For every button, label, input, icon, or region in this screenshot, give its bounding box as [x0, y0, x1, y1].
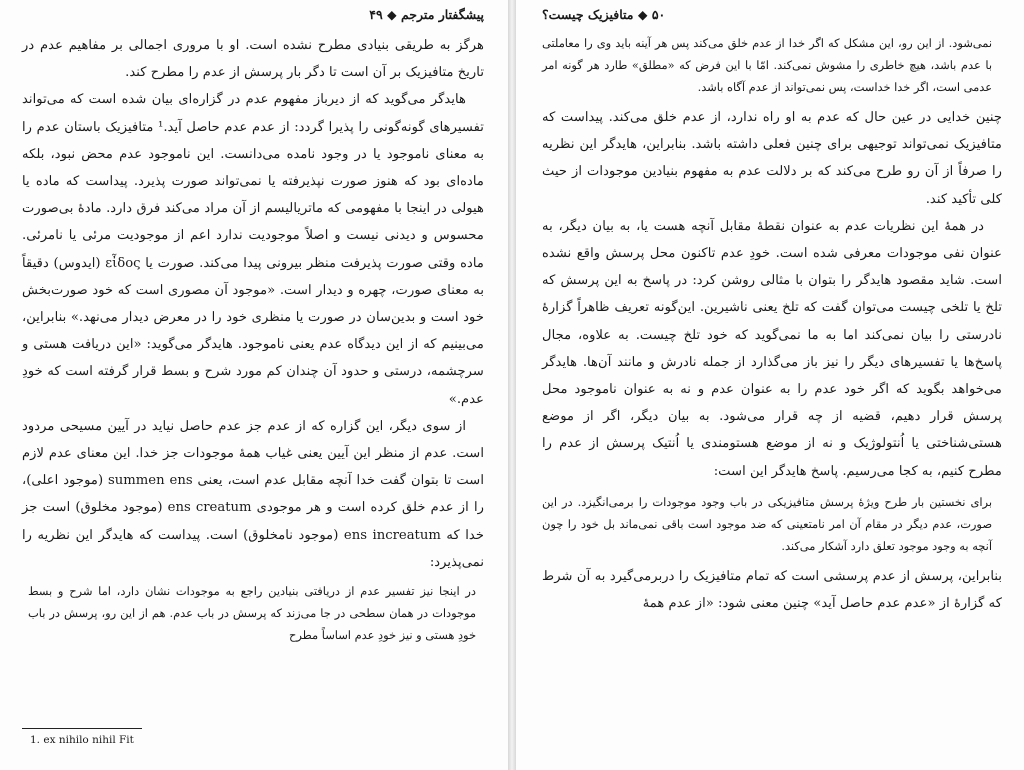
left-paragraph-3: از سوی دیگر، این گزاره که از عدم جز عدم حاصل نیاید در آیین مسیحی مردود است. عدم از منظر این آیین یعنی غیاب همهٔ موجودات جز خدا. این معنای عدم لازم است تا بتوان گفت خدا آنچه مقابل عدم است، یعنی summen ens (موجود اعلی)، را از عدم خلق کرده است و هر موجودی ens creatum (موجود مخلوق) است جز خدا که ens increatum (موجود نامخلوق) است. پیداست که هایدگر این نظریه را نمی‌پذیرد:	[22, 418, 484, 570]
right-paragraph-2: در همهٔ این نظریات عدم به عنوان نقطهٔ مقابل آنچه هست یا، به بیان دیگر، به عنوان نفی موجودات معرفی شده است. خودِ عدم تاکنون محل پرسش واقع نشده است. شاید مقصود هایدگر را بتوان با مثالی روشن کرد: در پاسخ به این پرسش که تلخ یا تلخی چیست می‌توان گفت که تلخ یعنی ناشیرین. این‌گونه تعریف ظاهراً گزارهٔ نادرستی را بیان نمی‌کند اما به ما نمی‌گوید که خود تلخ چیست. به علاوه، مجال پاسخ‌ها یا تفسیرهای دیگر را نیز باز می‌گذارد از جمله نادرش و مانند آن‌ها. هایدگر می‌خواهد بگوید که اگر خود عدم را به عنوان عدم و نه به عنوان ناموجود محل پرسش قرار دهیم، قضیه از چه قرار می‌شود. به بیان دیگر، اگر از موضع هستی‌شناختی یا اُنتولوژیک و نه از موضع هستومندی یا اُنتیک پرسش از عدم را مطرح کنیم، به کجا می‌رسیم. پاسخ هایدگر این است:	[542, 218, 1002, 479]
left-page-header: پیشگفتار مترجم ◆ ۴۹	[369, 6, 484, 22]
footnote-rule	[22, 728, 142, 729]
right-block-quote-top: نمی‌شود. از این رو، این مشکل که اگر خدا از عدم خلق می‌کند پس هر آینه باید وی را معاملتی با عدم باشد، هیچ خاطری را مشوش نمی‌کند. امّا با این فرض که «مطلق» طارد هر گونه امر عدمی است، اگر خدا خداست، پس نمی‌تواند از عدم آگاه باشد.	[542, 36, 992, 94]
right-page-header: ۵۰ ◆ متافیزیک چیست؟	[542, 6, 666, 22]
left-block-quote: در اینجا نیز تفسیر عدم از دریافتی بنیادین راجع به موجودات نشان دارد، اما شرح و بسط موجودات در همان سطحی در جا می‌زند که پرسش در باب عدم. هم از این رو، پرسش در باب خودِ هستی و نیز خودِ عدم اساساً مطرح	[28, 584, 476, 643]
right-paragraph-1: چنین خدایی در عین حال که عدم به او راه ندارد، از عدم خلق می‌کند. پیداست که متافیزیک نمی‌تواند توجیهی برای چنین فعلی داشته باشد. بنابراین، هایدگر این نظریه را صرفاً از آن رو طرح می‌کند که بر دلالت عدم به مفهوم بنیادین موجودات از حیث کلی تأکید کند.	[542, 110, 1002, 207]
right-page	[516, 0, 1024, 770]
footnote: 1. ex nihilo nihil Fit	[30, 734, 134, 746]
right-closing-paragraph: بنابراین، پرسش از عدم پرسشی است که تمام متافیزیک را دربرمی‌گیرد به آن شرط که گزارهٔ از «عدم عدم حاصل آید» چنین معنی شود: «از عدم همهٔ	[542, 568, 1002, 612]
left-paragraph-1: هرگز به طریقی بنیادی مطرح نشده است. او با مروری اجمالی بر مفاهیم عدم در تاریخ متافیزیک بر آن است تا دگر بار پرسش از عدم را مطرح کند.	[22, 38, 484, 81]
right-page-body	[542, 104, 1002, 485]
right-page-closing	[542, 563, 1002, 617]
left-page-body	[22, 32, 484, 576]
book-gutter	[508, 0, 516, 770]
right-block-quote-mid: برای نخستین بار طرح ویژهٔ پرسش متافیزیکی در باب وجود موجودات را برمی‌انگیزد. در این صورت، عدم دیگر در مقام آن امر نامتعینی که ضد موجود است باقی نمی‌ماند بل خود را چون آنچه به وجود موجود تعلق دارد آشکار می‌کند.	[542, 494, 992, 553]
left-paragraph-2: هایدگر می‌گوید که از دیرباز مفهوم عدم در گزاره‌ای بیان شده است که می‌تواند تفسیرهای گونه‌گونی را پذیرا گردد: از عدم عدم حاصل آید.¹ متافیزیک باستان عدم را به معنای ناموجود یا در وجود نامده می‌دانست. این ناموجود عدم محض نبود، بلکه ماده‌ای بود که هنوز صورت نپذیرفته یا نمی‌تواند صورت پذیرد. پیداست که ماده یا هیولی در اینجا با مفهومی که ماتریالیسم از آن مراد می‌کند فرق دارد. مادهٔ بی‌صورت محسوس و دیدنی نیست و اصلاً موجودیت ندارد اعم از موجودیت مرئی یا نامرئی. ماده وقتی صورت پذیرفت منظر بیرونی پیدا می‌کند. صورت یا εἶδος (ایدوس) دقیقاً به معنای صورت، چهره و دیدار است. «موجود آن مصوری است که خود صورت‌بخش خود است و بدین‌سان در صورت یا منظری خود را در معرض دیدار می‌نهد.» بنابراین، می‌بینیم که از این دیدگاه عدم یعنی ناموجود. هایدگر می‌گوید: «این دریافت هستی و سرچشمه، درستی و حدود آن چندان کم مورد شرح و بسط قرار گرفته است که خودِ عدم.»	[22, 92, 484, 407]
left-page	[0, 0, 508, 770]
